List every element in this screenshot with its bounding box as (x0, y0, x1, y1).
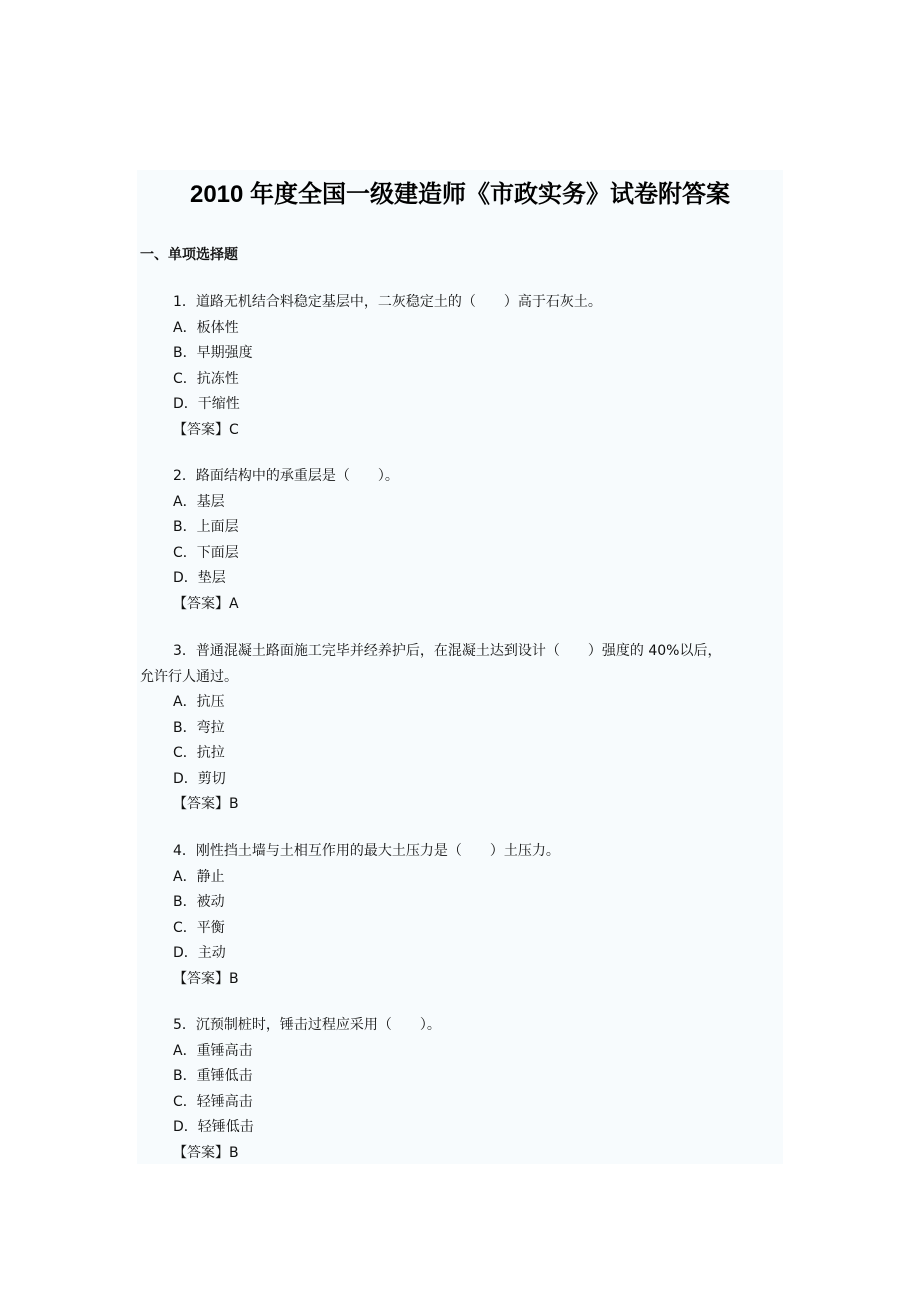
option-c: C．平衡 (173, 919, 225, 936)
question-stem: 2．路面结构中的承重层是（ ）。 (173, 468, 399, 484)
answer: 【答案】B (173, 1144, 239, 1161)
option-b: B．早期强度 (173, 345, 253, 361)
option-d: D．轻锤低击 (173, 1119, 254, 1135)
option-a: A．基层 (173, 493, 225, 510)
option-d: D．剪切 (173, 770, 226, 787)
question-2 (140, 464, 788, 617)
section-heading: 一、单项选择题 (140, 247, 238, 263)
option-d: D．主动 (173, 945, 226, 961)
question-5 (140, 1013, 788, 1166)
option-a: A．抗压 (173, 694, 225, 710)
option-b: B．上面层 (173, 519, 239, 535)
answer: 【答案】B (173, 970, 239, 987)
option-b: B．弯拉 (173, 719, 225, 736)
question-1 (140, 290, 788, 443)
question-4 (140, 839, 788, 992)
question-stem: 1．道路无机结合料稳定基层中，二灰稳定土的（ ）高于石灰土。 (173, 294, 602, 310)
option-c: C．轻锤高击 (173, 1093, 253, 1110)
option-d: D．垫层 (173, 570, 226, 586)
question-stem: 4．刚性挡土墙与土相互作用的最大土压力是（ ）土压力。 (173, 843, 560, 859)
question-stem: 3．普通混凝土路面施工完毕并经养护后，在混凝土达到设计（ ）强度的 40%以后， (173, 643, 722, 659)
option-a: A．板体性 (173, 319, 239, 336)
option-a: A．静止 (173, 868, 225, 885)
question-stem-continuation: 允许行人通过。 (140, 668, 238, 685)
answer: 【答案】A (173, 595, 239, 612)
answer: 【答案】C (173, 421, 239, 438)
document-title: 2010 年度全国一级建造师《市政实务》试卷附答案 (189, 181, 731, 208)
answer: 【答案】B (173, 796, 239, 812)
option-d: D．干缩性 (173, 396, 240, 412)
question-3 (140, 639, 788, 818)
option-b: B．重锤低击 (173, 1068, 253, 1084)
option-c: C．下面层 (173, 544, 239, 561)
option-c: C．抗冻性 (173, 370, 239, 387)
option-a: A．重锤高击 (173, 1042, 253, 1059)
option-c: C．抗拉 (173, 745, 225, 761)
option-b: B．被动 (173, 894, 225, 910)
question-stem: 5．沉预制桩时，锤击过程应采用（ ）。 (173, 1017, 441, 1033)
